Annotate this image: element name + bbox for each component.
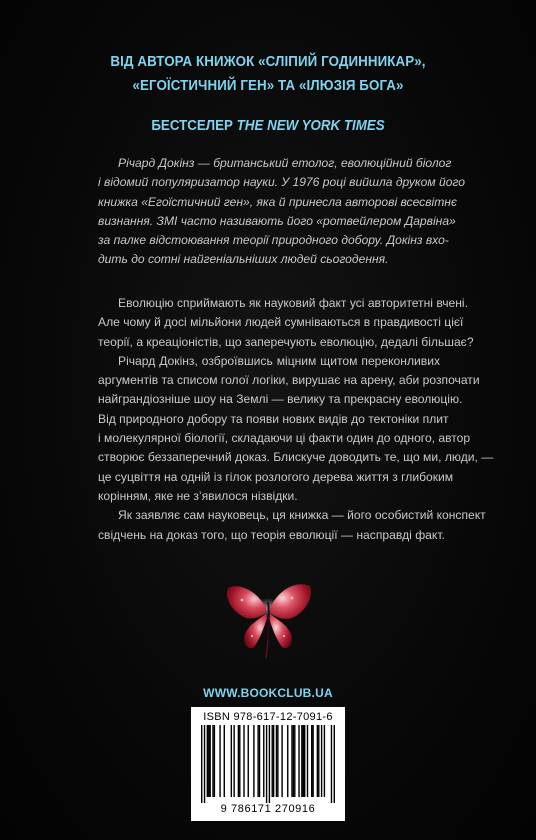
description-line: аргументів та списом голої логіки, вирушає на арену, аби розпочати xyxy=(98,373,480,388)
butterfly-icon xyxy=(222,578,314,660)
description-line: корінням, яке не з’явилося нізвідки. xyxy=(98,488,298,503)
description-line: Але чому й досі мільйони людей сумніваються в правдивості цієї xyxy=(98,315,464,330)
barcode-bar xyxy=(273,725,274,797)
barcode-bar xyxy=(276,725,277,797)
barcode-bar xyxy=(209,725,210,797)
barcode-bar xyxy=(231,725,232,797)
barcode-label xyxy=(191,707,345,821)
bio-line: і відомий популяризатор науки. У 1976 році вийшла друком його xyxy=(98,175,466,190)
description-line: свідчень на доказ того, що теорія еволюції — насправді факт. xyxy=(98,527,445,542)
author-bio xyxy=(98,154,466,270)
barcode-bar xyxy=(311,725,312,797)
barcode-bar xyxy=(307,725,308,797)
barcode-bar xyxy=(243,725,244,797)
barcode-bar xyxy=(291,725,292,797)
barcode-bar xyxy=(304,725,305,797)
barcode-bar xyxy=(317,725,318,797)
barcode-bar xyxy=(239,725,240,797)
bio-line: Річард Докінз — британський етолог, еволюційний біолог xyxy=(118,156,452,170)
barcode-bar xyxy=(224,725,225,797)
barcode-bar xyxy=(269,725,270,803)
barcode-bar xyxy=(248,725,249,797)
barcode-bar xyxy=(253,725,254,797)
description-line: і молекулярної біології, складаючи ці факти один до одного, автор xyxy=(98,431,471,446)
barcode-bar xyxy=(281,725,282,797)
barcode-bar xyxy=(259,725,260,797)
barcode-bar xyxy=(219,725,220,797)
author-books-heading xyxy=(0,50,536,98)
description-line: Від природного добору та появи нових видів до тектоніки плит xyxy=(98,411,449,426)
barcode-bar xyxy=(201,725,202,803)
barcode-bar xyxy=(257,725,258,797)
description-line: створює беззаперечний доказ. Блискуче доводить те, що ми, люди, — xyxy=(98,450,494,465)
barcode-bar xyxy=(334,725,335,803)
barcode-bar xyxy=(324,725,325,797)
bio-line: за палке відстоювання теорії природного добору. Докінз вхо- xyxy=(98,233,449,248)
barcode-bar xyxy=(263,725,264,797)
barcode-bar xyxy=(303,725,304,797)
barcode-bar xyxy=(272,725,273,797)
bio-line: визнання. ЗМІ часто називають його «ротвейлером Дарвіна» xyxy=(98,213,456,228)
barcode-bar xyxy=(238,725,239,797)
barcode-bar xyxy=(204,725,205,803)
bestseller-heading xyxy=(0,116,536,136)
bio-line: дить до сотні найгеніальніших людей сьогодення. xyxy=(98,252,389,267)
barcode-bar xyxy=(318,725,319,797)
description-line: Як заявляє сам науковець, ця книжка — його особистий конспект xyxy=(118,508,486,523)
barcode-bar xyxy=(266,725,267,803)
barcode-bar xyxy=(207,725,208,797)
description-line: Еволюцію сприймають як науковий факт усі авторитетні вчені. xyxy=(118,296,468,310)
description-line: найграндіозніше шоу на Землі — велику та прекрасну еволюцію. xyxy=(98,392,463,407)
book-description xyxy=(98,294,494,545)
bestseller-source: THE NEW YORK TIMES xyxy=(236,118,385,134)
description-line: це суцвіття на одній із гілок розлогого дерева життя з глибоким xyxy=(98,469,454,484)
isbn-number: ISBN 978-617-12-7091-6 xyxy=(203,711,333,723)
barcode-bar xyxy=(212,725,213,797)
barcode-digits: 9 786171 270916 xyxy=(220,803,316,815)
publisher-website: WWW.BOOKCLUB.UA xyxy=(203,686,333,700)
barcode-bar xyxy=(294,725,295,797)
bio-line: книжка «Егоїстичний ген», яка й принесла авторові всесвітнє xyxy=(98,194,457,209)
description-line: теорії, а креаціоністів, що заперечують еволюцію, дедалі більшає? xyxy=(98,334,474,349)
barcode-bar xyxy=(208,725,209,797)
barcode-bar xyxy=(321,725,322,797)
barcode-bar xyxy=(301,725,302,797)
barcode-bar xyxy=(298,725,299,797)
barcode-bar xyxy=(277,725,278,797)
author-books-line-1: ВІД АВТОРА КНИЖОК «СЛІПИЙ ГОДИННИКАР», xyxy=(110,54,426,70)
barcode-bar xyxy=(293,725,294,797)
barcode-icon xyxy=(201,725,335,803)
barcode-bar xyxy=(287,725,288,797)
barcode-bar xyxy=(233,725,234,797)
description-line: Річард Докінз, озброївшись міцним щитом переконливих xyxy=(118,353,440,368)
bestseller-prefix: БЕСТСЕЛЕР xyxy=(151,118,233,134)
author-books-line-2: «ЕГОЇСТИЧНИЙ ГЕН» ТА «ІЛЮЗІЯ БОГА» xyxy=(132,78,404,94)
barcode-bar xyxy=(312,725,313,797)
barcode-bar xyxy=(331,725,332,803)
barcode-bar xyxy=(214,725,215,797)
